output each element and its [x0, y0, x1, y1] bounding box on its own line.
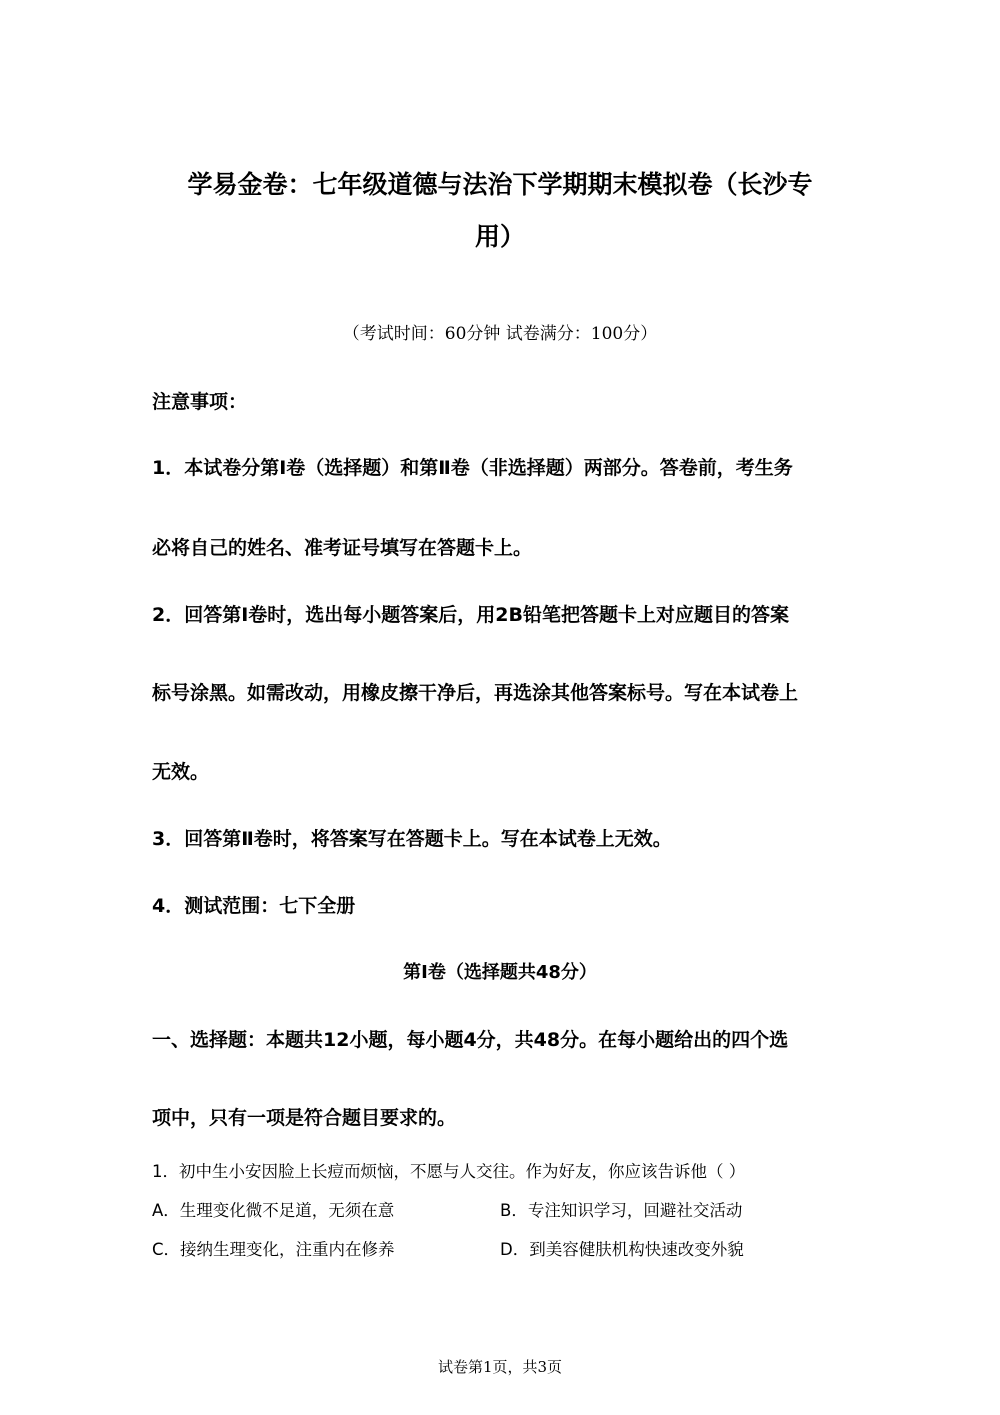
option-c: C．接纳生理变化，注重内在修养	[152, 1240, 395, 1259]
notice-line: 2．回答第Ⅰ卷时，选出每小题答案后，用2B铅笔把答题卡上对应题目的答案	[152, 604, 789, 626]
notice-line: 1．本试卷分第Ⅰ卷（选择题）和第Ⅱ卷（非选择题）两部分。答卷前，考生务	[152, 457, 793, 479]
part-instructions-line: 一、选择题：本题共12小题，每小题4分，共48分。在每小题给出的四个选	[152, 1029, 789, 1051]
notice-line: 无效。	[152, 761, 210, 783]
notice-line: 4．测试范围：七下全册	[152, 895, 356, 917]
question-stem: 1．初中生小安因脸上长痘而烦恼，不愿与人交往。作为好友，你应该告诉他（ ）	[152, 1162, 746, 1181]
notice-heading: 注意事项：	[152, 391, 248, 413]
section-title: 第Ⅰ卷（选择题共48分）	[403, 962, 597, 983]
part-instructions-line: 项中，只有一项是符合题目要求的。	[152, 1107, 457, 1129]
option-d: D．到美容健肤机构快速改变外貌	[500, 1240, 744, 1259]
exam-title-line-1: 学易金卷：七年级道德与法治下学期期末模拟卷（长沙专	[187, 170, 813, 199]
notice-line: 标号涂黑。如需改动，用橡皮擦干净后，再选涂其他答案标号。写在本试卷上	[152, 682, 799, 704]
option-b: B．专注知识学习，回避社交活动	[500, 1201, 743, 1220]
option-a: A．生理变化微不足道，无须在意	[152, 1201, 395, 1220]
notice-line: 3．回答第Ⅱ卷时，将答案写在答题卡上。写在本试卷上无效。	[152, 828, 672, 850]
exam-subtitle: （考试时间：60分钟 试卷满分：100分）	[342, 324, 658, 344]
notice-line: 必将自己的姓名、准考证号填写在答题卡上。	[152, 537, 533, 559]
exam-title-line-2: 用）	[474, 222, 525, 251]
page-footer: 试卷第1页，共3页	[437, 1358, 563, 1376]
